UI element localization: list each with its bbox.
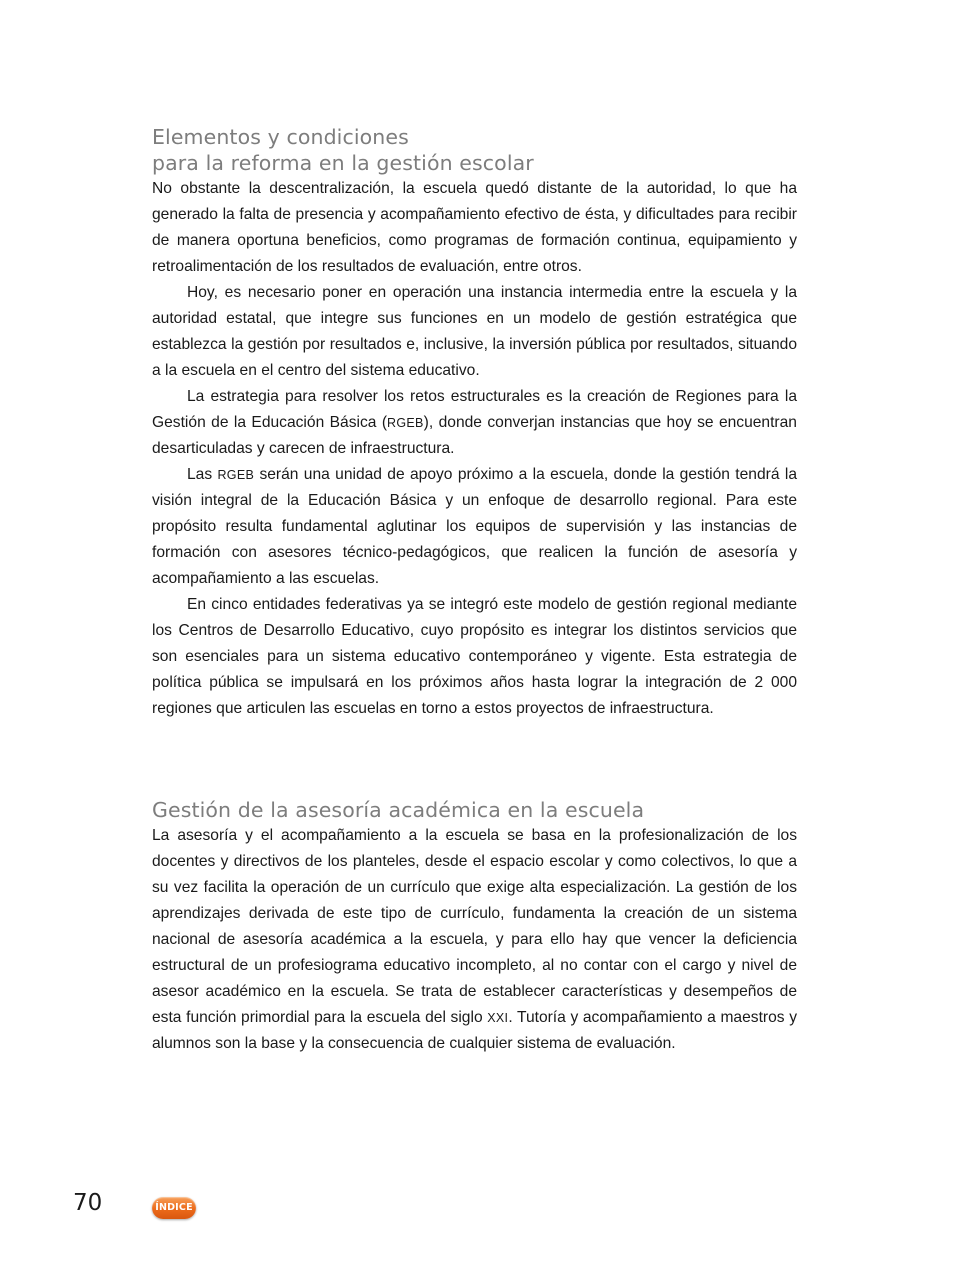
paragraph-4 <box>152 462 797 592</box>
paragraph-3-text-a: La estrategia para resolver los retos estructurales es la creación de Regiones para la Gestión de la Educación Básica ( <box>152 388 797 431</box>
page-number: 70 <box>73 1190 103 1216</box>
abbr-xxi: XXI <box>487 1011 509 1025</box>
paragraph-4-text-b: serán una unidad de apoyo próximo a la escuela, donde la gestión tendrá la visión integral de la Educación Básica y un enfoque de desarrollo regional. Para este propósito resulta fundamental aglutinar los equipos de supervisión y las instancias de formación con asesores técnico-pedagógicos, que realicen la función de asesoría y acompañamiento a las escuelas. <box>152 466 797 587</box>
paragraph-4-text-a: Las <box>187 466 218 483</box>
abbr-rgeb: RGEB <box>387 416 424 430</box>
abbr-rgeb: RGEB <box>217 468 255 482</box>
index-button[interactable]: ÍNDICE <box>152 1197 196 1219</box>
paragraph-1 <box>152 823 797 1057</box>
paragraph-1: No obstante la descentralización, la escuela quedó distante de la autoridad, lo que ha generado la falta de presencia y acompañamiento efectivo de ésta, y dificultades para recibir de manera oportuna beneficios, como programas de formación continua, equipamiento y retroalimentación de los resultados de evaluación, entre otros. <box>152 180 797 275</box>
section-heading: Gestión de la asesoría académica en la escuela <box>152 798 645 822</box>
section-elementos-condiciones <box>152 124 797 722</box>
heading-line-2: para la reforma en la gestión escolar <box>152 151 534 175</box>
paragraph-3 <box>152 384 797 462</box>
section-gestion-asesoria <box>152 797 797 1057</box>
paragraph-1-text-a: La asesoría y el acompañamiento a la escuela se basa en la profesionalización de los docentes y directivos de los planteles, desde el espacio escolar y como colectivos, lo que a su vez facilita la operación de un currículo que exige alta especialización. La gestión de los aprendizajes derivada de este tipo de currículo, fundamenta la creación de un sistema nacional de asesoría académica a la escuela, y para ello hay que vencer la deficiencia estructural de un profesiograma educativo incompleto, al no contar con el cargo y nivel de asesor académico en la escuela. Se trata de establecer características y desempeños de esta función primordial para la escuela del siglo <box>152 827 797 1026</box>
section-heading <box>152 124 797 176</box>
paragraph-2: Hoy, es necesario poner en operación una instancia intermedia entre la escuela y la autoridad estatal, que integre sus funciones en un modelo de gestión estratégica que establezca la gestión por resultados e, inclusive, la inversión pública por resultados, situando a la escuela en el centro del sistema educativo. <box>152 284 797 379</box>
paragraph-1-text-b: . Tutoría y acompañamiento a maestros y alumnos son la base y la consecuencia de cualquier sistema de evaluación. <box>152 1009 797 1052</box>
paragraph-3-text-b: ), donde converjan instancias que hoy se encuentran desarticuladas y carecen de infraestructura. <box>152 414 797 457</box>
heading-line-1: Elementos y condiciones <box>152 125 409 149</box>
paragraph-5: En cinco entidades federativas ya se integró este modelo de gestión regional mediante los Centros de Desarrollo Educativo, cuyo propósito es integrar los distintos servicios que son esenciales para un sistema educativo contemporáneo y vigente. Esta estrategia de política pública se impulsará en los próximos años hasta lograr la integración de 2 000 regiones que articulen las escuelas en torno a estos proyectos de infraestructura. <box>152 596 797 717</box>
